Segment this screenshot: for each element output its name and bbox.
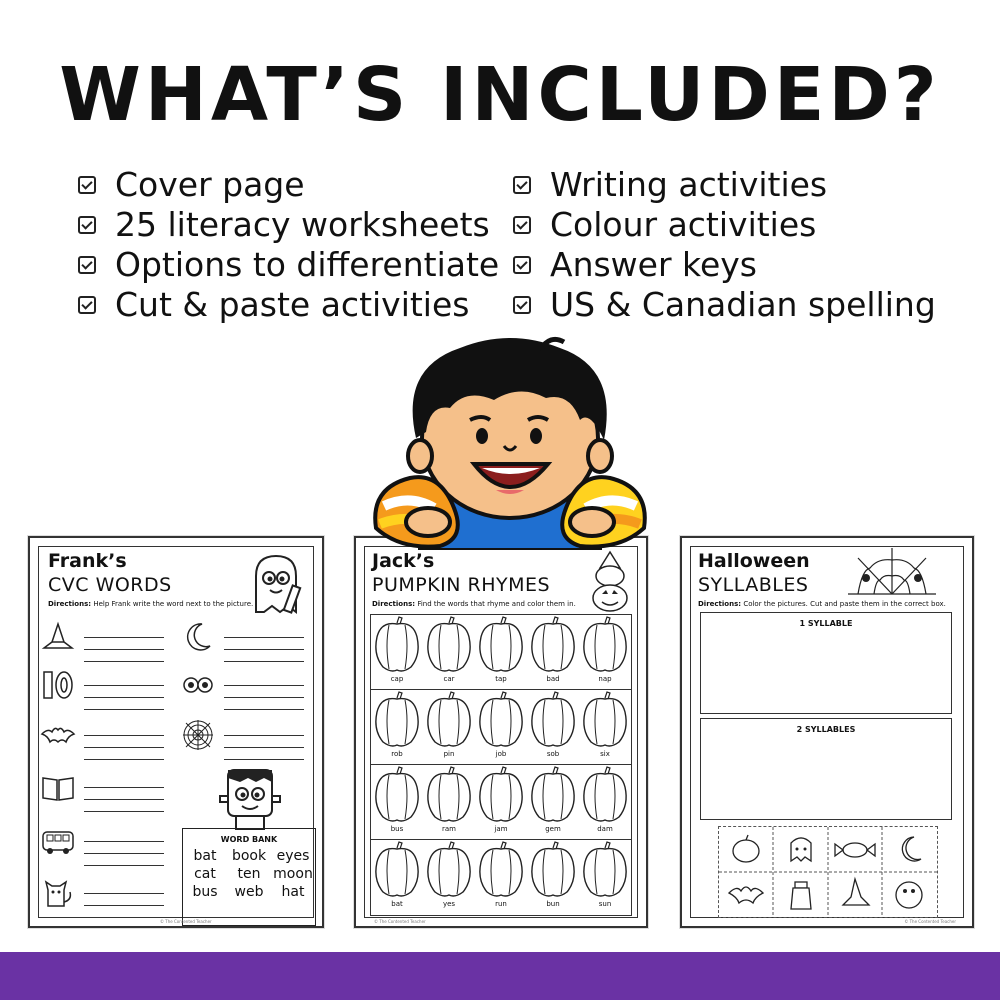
cvc-row-ten bbox=[40, 668, 170, 708]
directions-text: Help Frank write the word next to the picture. bbox=[93, 600, 254, 608]
checkbox-icon bbox=[513, 216, 531, 234]
credit-text: © The Contented Teacher bbox=[160, 919, 212, 924]
frankenstein-icon bbox=[218, 764, 282, 830]
pumpkin-cell[interactable] bbox=[371, 615, 423, 687]
pumpkin-word: bun bbox=[546, 900, 560, 908]
writing-lines[interactable] bbox=[84, 626, 164, 662]
pumpkin-icon bbox=[371, 840, 423, 900]
pumpkin-icon bbox=[475, 765, 527, 825]
features-left bbox=[78, 165, 499, 325]
pumpkin-cell[interactable] bbox=[475, 765, 527, 837]
grid-row-divider bbox=[371, 689, 631, 690]
pumpkin-cell[interactable] bbox=[579, 765, 631, 837]
pumpkin-word: pin bbox=[443, 750, 455, 758]
word-bank-grid bbox=[183, 848, 315, 900]
purple-footer-band bbox=[0, 952, 1000, 1000]
cvc-row-cat bbox=[40, 876, 170, 916]
pumpkin-cell[interactable] bbox=[423, 840, 475, 912]
pumpkin-icon bbox=[423, 765, 475, 825]
word-bank-title: WORD BANK bbox=[220, 835, 278, 844]
pumpkin-cell[interactable] bbox=[579, 840, 631, 912]
grid-row-divider bbox=[371, 839, 631, 840]
pumpkin-cell[interactable] bbox=[475, 840, 527, 912]
pumpkin-stack-icon bbox=[590, 550, 630, 614]
writing-lines[interactable] bbox=[224, 626, 304, 662]
worksheet-pumpkin-rhymes bbox=[354, 536, 648, 928]
feature-label: 25 literacy worksheets bbox=[115, 205, 490, 244]
pumpkin-word: yes bbox=[442, 900, 456, 908]
word-bank-word: ten bbox=[237, 866, 261, 882]
word-bank-word: book bbox=[231, 848, 267, 864]
pumpkin-word: six bbox=[600, 750, 610, 758]
cvc-row-bat bbox=[40, 718, 170, 758]
feature-label: Colour activities bbox=[550, 205, 817, 244]
feature-label: Cover page bbox=[115, 165, 305, 204]
pumpkin-icon bbox=[579, 690, 631, 750]
feature-item bbox=[513, 165, 936, 205]
checkbox-icon bbox=[78, 296, 96, 314]
pumpkin-word: bat bbox=[391, 900, 403, 908]
pumpkin-icon bbox=[579, 765, 631, 825]
witch-hat-icon bbox=[40, 620, 76, 654]
pumpkin-word: jam bbox=[494, 825, 508, 833]
cvc-row-bus bbox=[40, 824, 170, 864]
pumpkin-icon bbox=[527, 690, 579, 750]
feature-item bbox=[513, 245, 936, 285]
feature-label: Answer keys bbox=[550, 245, 757, 284]
pumpkin-word: sun bbox=[598, 900, 612, 908]
writing-lines[interactable] bbox=[84, 882, 164, 918]
directions-label: Directions: bbox=[698, 600, 742, 608]
checkbox-icon bbox=[513, 296, 531, 314]
pumpkin-word: rob bbox=[391, 750, 403, 758]
feature-item bbox=[78, 285, 499, 325]
worksheet-title: Jack’s bbox=[372, 550, 435, 572]
pumpkin-cell[interactable] bbox=[579, 690, 631, 762]
pumpkin-grid bbox=[370, 614, 632, 916]
pumpkin-cell[interactable] bbox=[475, 690, 527, 762]
pumpkin-word: nap bbox=[598, 675, 612, 683]
writing-lines[interactable] bbox=[224, 724, 304, 760]
directions-label: Directions: bbox=[372, 600, 416, 608]
cvc-row-moon bbox=[180, 620, 310, 660]
worksheet-title: Halloween bbox=[698, 550, 810, 572]
pumpkin-cell[interactable] bbox=[475, 615, 527, 687]
pumpkin-word: bad bbox=[546, 675, 560, 683]
pumpkin-cell[interactable] bbox=[423, 690, 475, 762]
word-bank bbox=[182, 828, 316, 926]
cvc-row-book bbox=[40, 770, 170, 810]
cvc-row-web bbox=[180, 718, 310, 758]
worksheet-directions bbox=[372, 600, 576, 608]
pumpkin-cell[interactable] bbox=[371, 840, 423, 912]
checkbox-icon bbox=[78, 216, 96, 234]
pumpkin-cell[interactable] bbox=[527, 615, 579, 687]
pumpkin-icon bbox=[423, 615, 475, 675]
checkbox-icon bbox=[78, 176, 96, 194]
pumpkin-word: gem bbox=[545, 825, 561, 833]
pumpkin-word: sob bbox=[546, 750, 560, 758]
boy-mascot-illustration bbox=[370, 328, 650, 550]
feature-label: Cut & paste activities bbox=[115, 285, 470, 324]
pumpkin-word: car bbox=[443, 675, 455, 683]
directions-text: Color the pictures. Cut and paste them in the correct box. bbox=[743, 600, 946, 608]
pumpkin-word: bus bbox=[390, 825, 404, 833]
pumpkin-cell[interactable] bbox=[527, 840, 579, 912]
worksheet-subtitle: SYLLABLES bbox=[698, 574, 809, 596]
credit-text: © The Contented Teacher bbox=[904, 919, 956, 924]
word-bank-word: bat bbox=[193, 848, 217, 864]
pumpkin-icon bbox=[371, 615, 423, 675]
checkbox-icon bbox=[513, 256, 531, 274]
two-syllables-box[interactable] bbox=[700, 718, 952, 820]
directions-label: Directions: bbox=[48, 600, 92, 608]
pumpkin-cell[interactable] bbox=[579, 615, 631, 687]
pumpkin-icon bbox=[371, 765, 423, 825]
pumpkin-icon bbox=[527, 840, 579, 900]
checkbox-icon bbox=[513, 176, 531, 194]
writing-lines[interactable] bbox=[84, 830, 164, 866]
box-label: 1 SYLLABLE bbox=[799, 619, 853, 628]
word-bank-word: eyes bbox=[276, 848, 310, 864]
pumpkin-word: run bbox=[495, 900, 507, 908]
writing-lines[interactable] bbox=[84, 674, 164, 710]
word-bank-word: cat bbox=[194, 866, 216, 882]
directions-text: Find the words that rhyme and color them in. bbox=[417, 600, 576, 608]
pumpkin-icon bbox=[527, 615, 579, 675]
worksheet-cvc-words bbox=[28, 536, 324, 928]
ghost-icon bbox=[248, 550, 304, 618]
number-ten-icon bbox=[40, 668, 76, 702]
eyes-icon bbox=[180, 668, 216, 702]
writing-lines[interactable] bbox=[84, 724, 164, 760]
cvc-row-eyes bbox=[180, 668, 310, 708]
worksheet-title: Frank’s bbox=[48, 550, 127, 572]
pumpkin-icon bbox=[579, 615, 631, 675]
cat-icon bbox=[40, 876, 76, 910]
feature-item bbox=[513, 285, 936, 325]
pumpkin-icon bbox=[527, 765, 579, 825]
writing-lines[interactable] bbox=[84, 776, 164, 812]
word-bank-word: bus bbox=[192, 884, 218, 900]
pumpkin-icon bbox=[579, 840, 631, 900]
cut-grid-drawing bbox=[719, 827, 937, 917]
bat-icon bbox=[40, 718, 76, 752]
pumpkin-word: tap bbox=[495, 675, 507, 683]
pumpkin-cell[interactable] bbox=[527, 765, 579, 837]
worksheet-directions bbox=[48, 600, 253, 608]
features-right bbox=[513, 165, 936, 325]
writing-lines[interactable] bbox=[224, 674, 304, 710]
feature-label: Options to differentiate bbox=[115, 245, 500, 284]
pumpkin-cell[interactable] bbox=[371, 765, 423, 837]
feature-label: Writing activities bbox=[550, 165, 828, 204]
pumpkin-cell[interactable] bbox=[423, 765, 475, 837]
cut-out-pictures[interactable] bbox=[718, 826, 938, 918]
pumpkin-icon bbox=[475, 690, 527, 750]
word-bank-word: web bbox=[234, 884, 264, 900]
word-bank-word: hat bbox=[281, 884, 305, 900]
worksheet-halloween-syllables bbox=[680, 536, 974, 928]
feature-item bbox=[513, 205, 936, 245]
moon-icon bbox=[180, 620, 216, 654]
pumpkin-icon bbox=[371, 690, 423, 750]
cvc-row-hat bbox=[40, 620, 170, 660]
box-label: 2 SYLLABLES bbox=[796, 725, 856, 734]
spider-web-icon bbox=[180, 718, 216, 752]
pumpkin-word: dam bbox=[597, 825, 613, 833]
book-icon bbox=[40, 770, 76, 804]
spider-web-icon bbox=[844, 544, 940, 598]
word-bank-word: moon bbox=[273, 866, 313, 882]
pumpkin-icon bbox=[423, 690, 475, 750]
pumpkin-icon bbox=[475, 615, 527, 675]
page-heading: WHAT’S INCLUDED? bbox=[59, 52, 941, 138]
pumpkin-word: cap bbox=[390, 675, 404, 683]
feature-item bbox=[78, 245, 499, 285]
pumpkin-cell[interactable] bbox=[423, 615, 475, 687]
pumpkin-cell[interactable] bbox=[371, 690, 423, 762]
pumpkin-icon bbox=[423, 840, 475, 900]
grid-row-divider bbox=[371, 764, 631, 765]
pumpkin-word: job bbox=[495, 750, 507, 758]
feature-item bbox=[78, 205, 499, 245]
bus-icon bbox=[40, 824, 76, 858]
pumpkin-cell[interactable] bbox=[527, 690, 579, 762]
one-syllable-box[interactable] bbox=[700, 612, 952, 714]
pumpkin-word: ram bbox=[442, 825, 456, 833]
worksheet-subtitle: CVC WORDS bbox=[48, 574, 172, 596]
worksheet-directions bbox=[698, 600, 946, 608]
credit-text: © The Contented Teacher bbox=[374, 919, 426, 924]
feature-label: US & Canadian spelling bbox=[550, 285, 936, 324]
pumpkin-icon bbox=[475, 840, 527, 900]
feature-item bbox=[78, 165, 499, 205]
checkbox-icon bbox=[78, 256, 96, 274]
worksheet-subtitle: PUMPKIN RHYMES bbox=[372, 574, 551, 596]
